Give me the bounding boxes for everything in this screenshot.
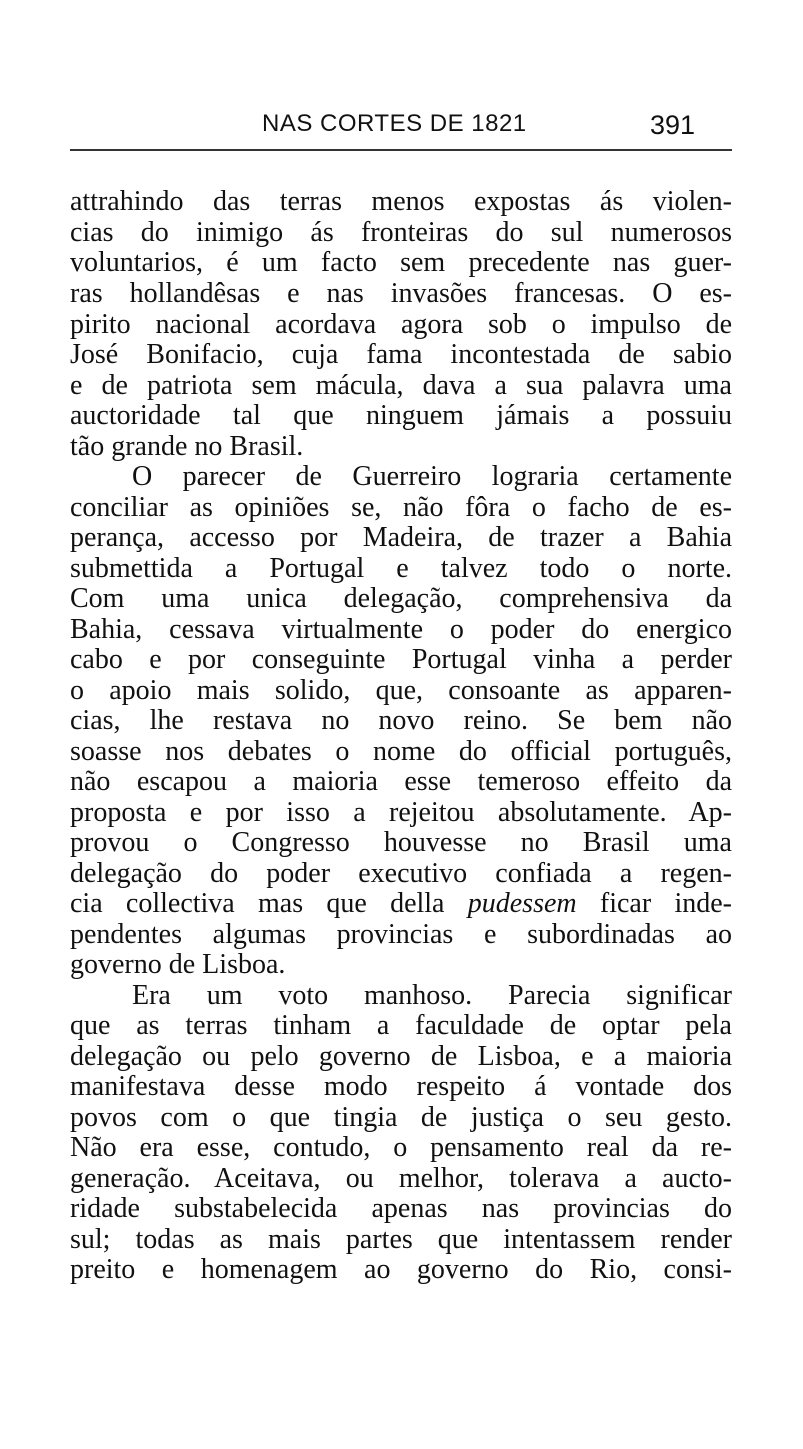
text-line: attrahindo das terras menos expostas ás violen- bbox=[70, 186, 732, 217]
text-line: Com uma unica delegação, comprehensiva da bbox=[70, 583, 732, 614]
text-line: sul; todas as mais partes que intentassem render bbox=[70, 1224, 732, 1255]
text-line: cias do inimigo ás fronteiras do sul numerosos bbox=[70, 217, 732, 248]
paragraph-end-line: governo de Lisboa. bbox=[70, 949, 286, 980]
text-line: manifestava desse modo respeito á vontade dos bbox=[70, 1071, 732, 1102]
text-line: generação. Aceitava, ou melhor, tolerava a aucto- bbox=[70, 1163, 732, 1194]
paragraph-first-line: Era um voto manhoso. Parecia significar bbox=[132, 980, 732, 1011]
text-line: proposta e por isso a rejeitou absolutamente. Ap- bbox=[70, 797, 732, 828]
text-line: conciliar as opiniões se, não fôra o facho de es- bbox=[70, 492, 732, 523]
page-number: 391 bbox=[650, 110, 696, 140]
text-line: voluntarios, é um facto sem precedente nas guer- bbox=[70, 247, 732, 278]
running-head-title: NAS CORTES DE 1821 bbox=[262, 110, 527, 137]
text-line: José Bonifacio, cuja fama incontestada de sabio bbox=[70, 339, 732, 370]
text-line: pirito nacional acordava agora sob o impulso de bbox=[70, 309, 732, 340]
text-line: que as terras tinham a faculdade de optar pela bbox=[70, 1010, 732, 1041]
text-line: cabo e por conseguinte Portugal vinha a perder bbox=[70, 644, 732, 675]
text-line: delegação do poder executivo confiada a regen- bbox=[70, 858, 732, 889]
text-line: não escapou a maioria esse temeroso effeito da bbox=[70, 766, 732, 797]
header-rule bbox=[70, 149, 732, 151]
text-line: Bahia, cessava virtualmente o poder do energico bbox=[70, 614, 732, 645]
text-line: cias, lhe restava no novo reino. Se bem não bbox=[70, 705, 732, 736]
text-line: e de patriota sem mácula, dava a sua palavra uma bbox=[70, 370, 732, 401]
text-line: pendentes algumas provincias e subordinadas ao bbox=[70, 919, 732, 950]
text-line: povos com o que tingia de justiça o seu gesto. bbox=[70, 1102, 732, 1133]
text-line-with-italic bbox=[70, 889, 732, 919]
text-line: ridade substabelecida apenas nas provincias do bbox=[70, 1193, 732, 1224]
text-line: o apoio mais solido, que, consoante as apparen- bbox=[70, 675, 732, 706]
paragraph-first-line: O parecer de Guerreiro lograria certamente bbox=[132, 461, 732, 492]
text-line: soasse nos debates o nome do official português, bbox=[70, 736, 732, 767]
italic-word: pudessem bbox=[467, 888, 577, 919]
paragraph-end-line: tão grande no Brasil. bbox=[70, 431, 304, 462]
text-line: ras hollandêsas e nas invasões francesas. O es- bbox=[70, 278, 732, 309]
text-line: Não era esse, contudo, o pensamento real da re- bbox=[70, 1132, 732, 1163]
text-line: submettida a Portugal e talvez todo o norte. bbox=[70, 553, 732, 584]
text-line: provou o Congresso houvesse no Brasil uma bbox=[70, 827, 732, 858]
text-line: delegação ou pelo governo de Lisboa, e a maioria bbox=[70, 1041, 732, 1072]
text-line: perança, accesso por Madeira, de trazer a Bahia bbox=[70, 522, 732, 553]
line-text-after: ficar inde- bbox=[576, 888, 732, 919]
line-text-before: cia collectiva mas que della bbox=[70, 888, 468, 919]
text-line: preito e homenagem ao governo do Rio, consi- bbox=[70, 1254, 732, 1285]
text-line: auctoridade tal que ninguem jámais a possuiu bbox=[70, 400, 732, 431]
